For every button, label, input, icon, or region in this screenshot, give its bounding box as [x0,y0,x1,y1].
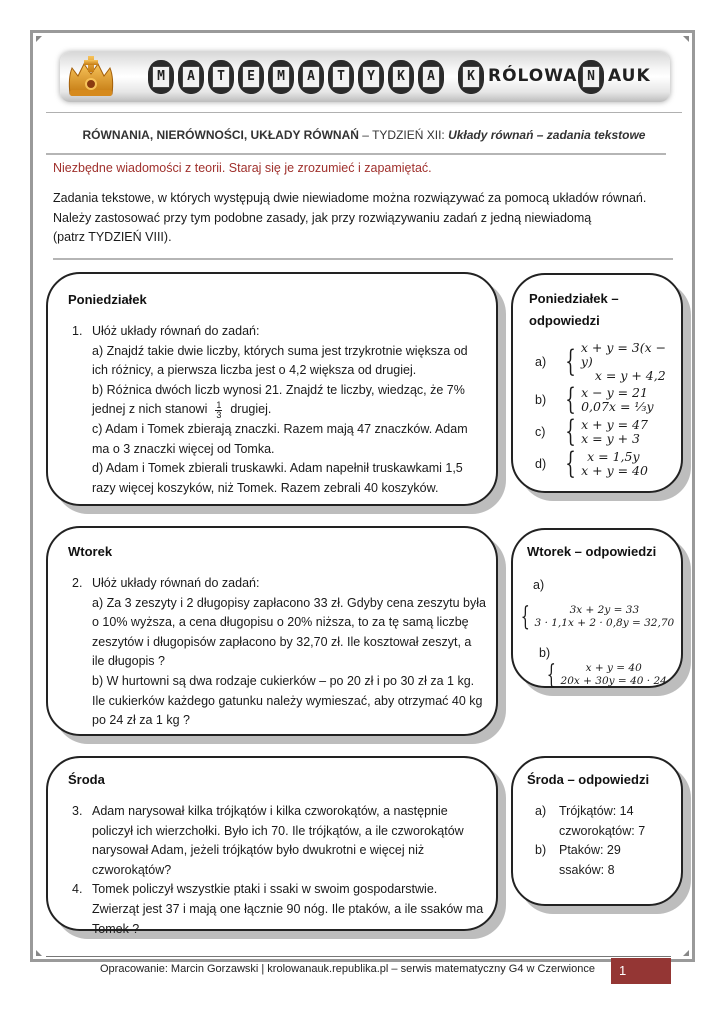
task-part-a: a) Znajdź takie dwie liczby, których suma jest trzykrotnie większa od ich różnicy, a pierwsza liczba jest o 4,2 większa od drugiej. [92,343,468,378]
banner-divider [46,112,682,113]
answer-system-b: { x + y = 40 20x + 30y = 40 · 24 [546,660,667,690]
task-intro: Ułóż układy równań do zadań: [92,576,260,590]
task-4: 4. Tomek policzył wszystkie ptaki i ssaki w swoim gospodarstwie. Zwierząt jest 37 i mają one łącznie 90 nóg. Ile ptaków, a ile ssaków ma Tomek ? [72,882,484,936]
divider [53,258,673,260]
tuesday-title: Wtorek [68,544,113,559]
wednesday-answers-title: Środa – odpowiedzi [527,772,650,787]
tuesday-task [48,574,486,731]
logo-initial-n: N [578,60,604,94]
answer-label: a) [533,578,545,592]
task-number: 1. [72,324,83,338]
task-part-b: b) Różnica dwóch liczb wynosi 21. Znajdź te liczby, wiedząc, że 7% jednej z nich stanowi $\frac{1}{3}$ drugiej. [92,382,465,420]
task-part-a: a) Za 3 zeszyty i 2 długopisy zapłacono 33 zł. Gdyby cena zeszytu była o 10% wyższa, a cena długopisu o 20% niższa, to za tę samą liczbę zeszytów i długopisów zapłacono by 32,70 zł. Ile kosztował zeszyt, a ile długopis ? [92,595,486,669]
tuesday-box [46,526,498,736]
divider [46,153,666,155]
wednesday-answers-list: a) Trójkątów: 14 czworokątów: 7 b) Ptaków: 29 ssaków: 8 [535,804,646,877]
topic-heading [46,128,682,142]
topic-separator: – TYDZIEŃ XII: [358,128,449,142]
answer-item: b) { x − y = 21 0,07x = ⅓y [535,382,654,417]
logo-initial-k: K [458,60,484,94]
answer-item: d) { x = 1,5y x + y = 40 [535,446,648,481]
header-banner [60,52,670,102]
answer-item: a) { x + y = 3(x − y) x = y + 4,2 [535,340,667,383]
monday-box [46,272,498,506]
frame-corner-mark [36,950,42,956]
answer-system-a: { 3x + 2y = 33 3 · 1,1x + 2 · 0,8y = 32,70 [520,602,675,632]
footer-credits: Opracowanie: Marcin Gorzawski | krolowanauk.republika.pl – serwis matematyczny G4 w Czerwionce [100,963,595,975]
wednesday-box [46,756,498,936]
monday-answers-box [511,273,683,493]
frame-corner-mark [36,36,42,42]
crown-icon [64,54,118,100]
topic-main: RÓWNANIA, NIERÓWNOŚCI, UKŁADY RÓWNAŃ [82,128,359,142]
tuesday-answers-title: Wtorek – odpowiedzi [527,544,657,559]
task-intro: Ułóż układy równań do zadań: [92,324,260,338]
theory-line: Zadania tekstowe, w których występują dwie niewiadome można rozwiązywać za pomocą układów równań. [53,191,647,205]
monday-answers-list [535,341,681,481]
footer-divider [46,956,671,957]
task-3: 3. Adam narysował kilka trójkątów i kilka czworokątów, a następnie policzył ich wierzchołki. Było ich 70. Ile trójkątów, a ile czworokątów narysował Adam, jeżeli trójkątów było dwukrotni e więcej niż czworokątów? [72,804,464,877]
answer-label: b) [539,646,551,660]
frame-corner-mark [683,36,689,42]
answer-item: c) { x + y = 47 x = y + 3 [535,414,648,449]
theory-heading: Niezbędne wiadomości z teorii. Staraj się je zrozumieć i zapamiętać. [53,161,432,175]
theory-line: (patrz TYDZIEŃ VIII). [53,230,172,244]
topic-sub: Układy równań – zadania tekstowe [448,128,646,142]
task-part-d: d) Adam i Tomek zbierali truskawki. Adam napełnił truskawkami 1,5 razy więcej koszyków, niż Tomek. Razem zebrali 40 koszyków. [92,461,463,495]
logo-word-krolowa: RÓLOWA [488,66,578,86]
task-part-c: c) Adam i Tomek zbierają znaczki. Razem mają 47 znaczków. Adam ma o 3 znaczki więcej od Tomka. [92,421,468,456]
tuesday-answers-box [511,528,683,688]
task-part-b: b) W hurtowni są dwa rodzaje cukierków – po 20 zł i po 30 zł za 1 kg. Ile cukierków każdego gatunku należy wymieszać, aby otrzymać 40 kg po 24 zł za 1 kg ? [92,673,483,728]
frame-corner-mark [683,950,689,956]
monday-answers-title: Poniedziałek – odpowiedzi [529,291,619,328]
monday-title: Poniedziałek [68,292,147,307]
wednesday-tasks [48,802,486,939]
theory-line: Należy zastosować przy tym podobne zasady, jak przy rozwiązywaniu zadań z jedną niewiadomą [53,210,592,225]
wednesday-title: Środa [68,772,105,787]
logo-word-nauk: AUK [608,66,651,86]
wednesday-answers-box [511,756,683,906]
theory-text [53,189,693,248]
task-number: 2. [72,576,83,590]
page-number-badge: 1 [611,958,671,984]
fraction: $\frac{1}{3}$ [216,399,222,420]
monday-task [48,322,478,498]
logo-title: M A T E M A T Y K A [148,60,444,94]
